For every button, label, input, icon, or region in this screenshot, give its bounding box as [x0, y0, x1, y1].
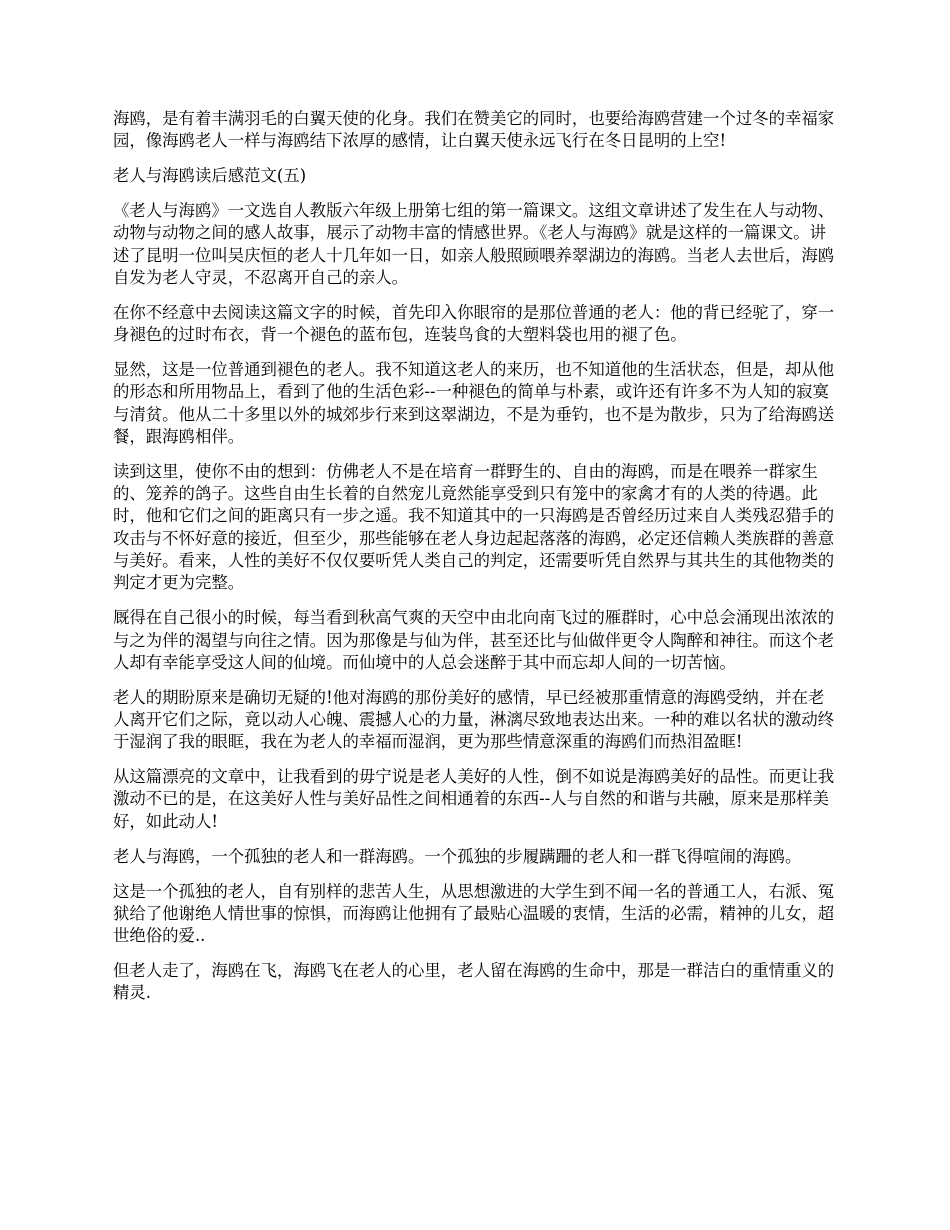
- paragraph: 老人的期盼原来是确切无疑的!他对海鸥的那份美好的感情，早已经被那重情意的海鸥受纳，并在老人离开它们之际，竟以动人心魄、震撼人心的力量，淋漓尽致地表达出来。一种的难以名状的激动终于湿润了我的眼眶，我在为老人的幸福而湿润，更为那些情意深重的海鸥们而热泪盈眶!: [113, 687, 835, 752]
- paragraph: 《老人与海鸥》一文选自人教版六年级上册第七组的第一篇课文。这组文章讲述了发生在人与动物、动物与动物之间的感人故事，展示了动物丰富的情感世界。《老人与海鸥》就是这样的一篇课文。讲述了昆明一位叫吴庆恒的老人十几年如一日，如亲人般照顾喂养翠湖边的海鸥。当老人去世后，海鸥自发为老人守灵，不忍离开自己的亲人。: [113, 201, 835, 287]
- paragraph-intro: 海鸥，是有着丰满羽毛的白翼天使的化身。我们在赞美它的同时，也要给海鸥营建一个过冬的幸福家园，像海鸥老人一样与海鸥结下浓厚的感情，让白翼天使永远飞行在冬日昆明的上空!: [113, 109, 835, 151]
- paragraph: 厩得在自己很小的时候，每当看到秋高气爽的天空中由北向南飞过的雁群时，心中总会涌现出浓浓的与之为伴的渴望与向往之情。因为那像是与仙为伴，甚至还比与仙做伴更令人陶醉和神往。而这个老人却有幸能享受这人间的仙境。而仙境中的人总会迷醉于其中而忘却人间的一切苦恼。: [113, 608, 835, 672]
- paragraph: 显然，这是一位普通到褪色的老人。我不知道这老人的来历，也不知道他的生活状态，但是，却从他的形态和所用物品上，看到了他的生活色彩--一种褪色的简单与朴素，或许还有许多不为人知的寂寞与清贫。他从二十多里以外的城郊步行来到这翠湖边，不是为垂钓，也不是为散步，只为了给海鸥送餐，跟海鸥相伴。: [113, 360, 835, 446]
- paragraph: 老人与海鸥，一个孤独的老人和一群海鸥。一个孤独的步履蹒跚的老人和一群飞得喧闹的海鸥。: [113, 846, 802, 866]
- paragraph: 从这篇漂亮的文章中，让我看到的毋宁说是老人美好的人性，倒不如说是海鸥美好的品性。而更让我激动不已的是，在这美好人性与美好品性之间相通着的东西--人与自然的和谐与共融，原来是那样美好，如此动人!: [113, 767, 835, 831]
- section-heading: 老人与海鸥读后感范文(五): [113, 166, 307, 186]
- paragraph: 读到这里，使你不由的想到：仿佛老人不是在培育一群野生的、自由的海鸥，而是在喂养一群家生的、笼养的鸽子。这些自由生长着的自然宠儿竟然能享受到只有笼中的家禽才有的人类的待遇。此时，他和它们之间的距离只有一步之遥。我不知道其中的一只海鸥是否曾经历过来自人类残忍猎手的攻击与不怀好意的接近，但至少，那些能够在老人身边起起落落的海鸥，必定还信赖人类族群的善意与美好。看来，人性的美好不仅仅要听凭人类自己的判定，还需要听凭自然界与其共生的其他物类的判定才更为完整。: [113, 461, 835, 593]
- paragraph: 在你不经意中去阅读这篇文字的时候，首先印入你眼帘的是那位普通的老人：他的背已经驼了，穿一身褪色的过时布衣，背一个褪色的蓝布包，连装鸟食的大塑料袋也用的褪了色。: [113, 302, 835, 345]
- paragraph-closing: 但老人走了，海鸥在飞，海鸥飞在老人的心里，老人留在海鸥的生命中，那是一群洁白的重情重义的精灵.: [113, 961, 835, 1003]
- paragraph: 这是一个孤独的老人，自有别样的悲苦人生，从思想激进的大学生到不闻一名的普通工人，右派、冤狱给了他谢绝人情世事的惊惧，而海鸥让他拥有了最贴心温暖的衷情，生活的必需，精神的儿女，超世绝俗的爱..: [113, 881, 835, 946]
- document-page: [113, 108, 840, 1017]
